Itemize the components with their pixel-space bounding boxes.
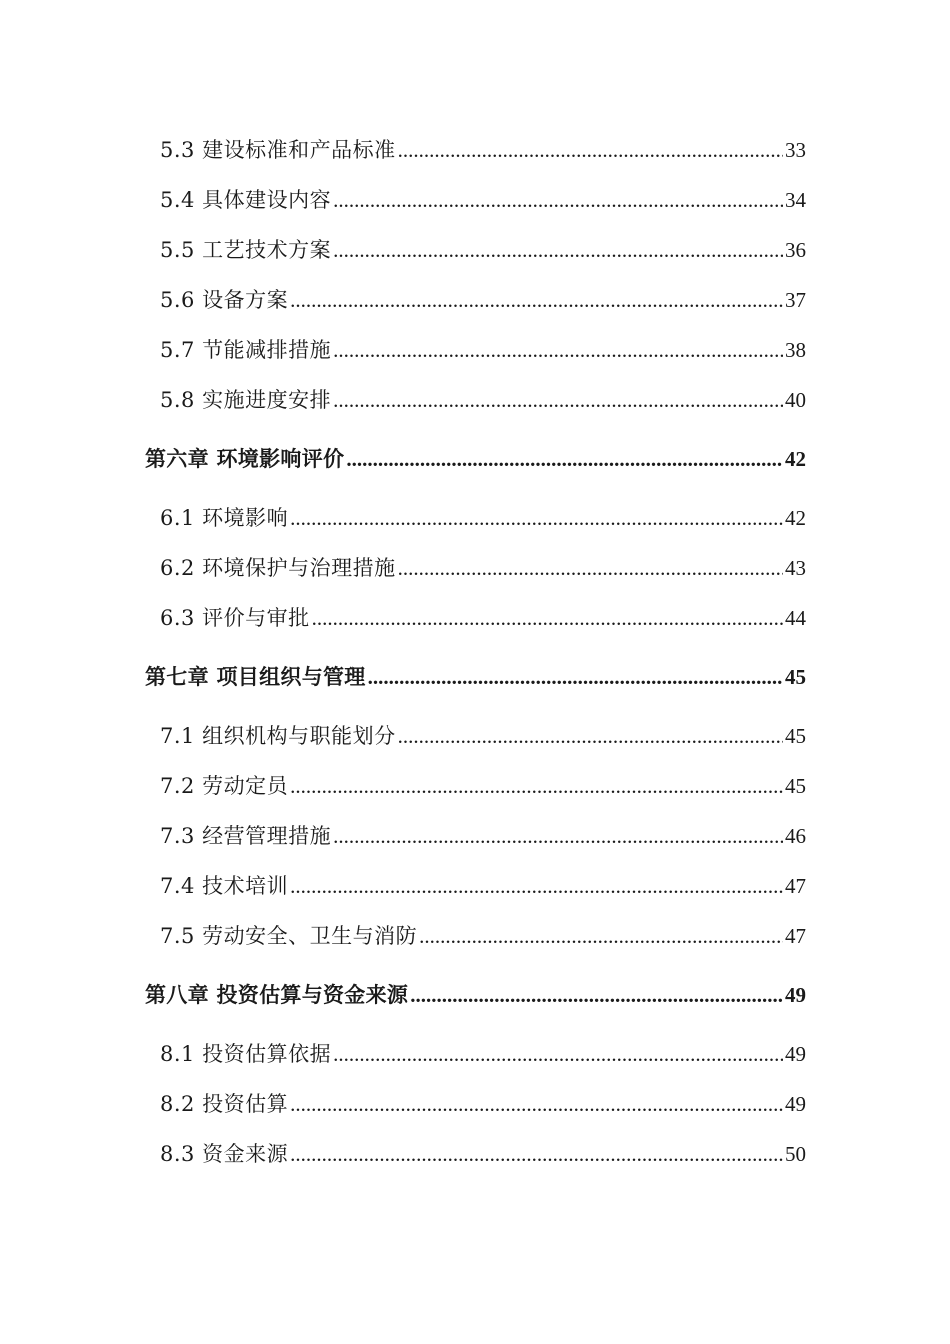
toc-entry-title: 5.8 实施进度安排 — [160, 388, 332, 412]
toc-dot-leader — [290, 284, 783, 316]
toc-page-number: 47 — [785, 924, 806, 948]
toc-entry-title: 5.6 设备方案 — [160, 288, 289, 312]
toc-entry-5-4[interactable] — [160, 184, 806, 216]
toc-entry-7-2[interactable] — [160, 770, 806, 802]
toc-entry-title: 6.2 环境保护与治理措施 — [160, 556, 396, 580]
toc-page-number: 44 — [785, 606, 806, 630]
toc-dot-leader — [333, 234, 783, 266]
toc-page-number: 40 — [785, 388, 806, 412]
toc-entry-5-8[interactable] — [160, 384, 806, 416]
toc-page-number: 45 — [785, 665, 806, 689]
toc-dot-leader — [312, 602, 783, 634]
toc-entry-title: 8.2 投资估算 — [160, 1092, 289, 1116]
toc-entry-title: 8.1 投资估算依据 — [160, 1042, 332, 1066]
toc-page-number: 42 — [785, 447, 806, 471]
toc-dot-leader — [333, 820, 783, 852]
toc-entry-5-7[interactable] — [160, 334, 806, 366]
toc-page-number: 47 — [785, 874, 806, 898]
toc-entry-title: 6.1 环境影响 — [160, 506, 289, 530]
toc-dot-leader — [346, 443, 783, 475]
toc-entry-6-3[interactable] — [160, 602, 806, 634]
toc-dot-leader — [333, 384, 783, 416]
toc-chapter-6[interactable] — [145, 443, 806, 475]
toc-page-number: 36 — [785, 238, 806, 262]
toc-dot-leader — [333, 184, 783, 216]
toc-dot-leader — [398, 552, 783, 584]
toc-page-number: 46 — [785, 824, 806, 848]
toc-chapter-8[interactable] — [145, 979, 806, 1011]
toc-page-number: 38 — [785, 338, 806, 362]
toc-page-number: 45 — [785, 724, 806, 748]
toc-entry-7-4[interactable] — [160, 870, 806, 902]
toc-chapter-title: 第八章 投资估算与资金来源 — [145, 982, 409, 1007]
toc-page-number: 45 — [785, 774, 806, 798]
toc-entry-title: 7.3 经营管理措施 — [160, 824, 332, 848]
toc-dot-leader — [333, 334, 783, 366]
toc-dot-leader — [290, 770, 783, 802]
toc-dot-leader — [398, 720, 783, 752]
toc-page-number: 34 — [785, 188, 806, 212]
toc-entry-8-1[interactable] — [160, 1038, 806, 1070]
toc-dot-leader — [290, 870, 783, 902]
toc-entry-title: 7.4 技术培训 — [160, 874, 289, 898]
toc-entry-5-3[interactable] — [160, 134, 806, 166]
toc-chapter-7[interactable] — [145, 661, 806, 693]
toc-entry-6-1[interactable] — [160, 502, 806, 534]
toc-page-number: 33 — [785, 138, 806, 162]
toc-entry-title: 7.2 劳动定员 — [160, 774, 289, 798]
toc-entry-title: 5.4 具体建设内容 — [160, 188, 332, 212]
toc-page-number: 43 — [785, 556, 806, 580]
toc-page-number: 42 — [785, 506, 806, 530]
toc-entry-title: 5.5 工艺技术方案 — [160, 238, 332, 262]
toc-dot-leader — [290, 1088, 783, 1120]
toc-entry-7-5[interactable] — [160, 920, 806, 952]
toc-entry-5-5[interactable] — [160, 234, 806, 266]
toc-chapter-title: 第七章 项目组织与管理 — [145, 664, 366, 689]
toc-entry-8-2[interactable] — [160, 1088, 806, 1120]
toc-entry-title: 7.5 劳动安全、卫生与消防 — [160, 924, 418, 948]
toc-page-number: 49 — [785, 1042, 806, 1066]
toc-entry-7-1[interactable] — [160, 720, 806, 752]
toc-dot-leader — [368, 661, 783, 693]
toc-entry-title: 7.1 组织机构与职能划分 — [160, 724, 396, 748]
toc-entry-title: 8.3 资金来源 — [160, 1142, 289, 1166]
toc-dot-leader — [410, 979, 783, 1011]
toc-entry-title: 5.7 节能减排措施 — [160, 338, 332, 362]
toc-entry-title: 6.3 评价与审批 — [160, 606, 310, 630]
toc-entry-6-2[interactable] — [160, 552, 806, 584]
toc-entry-8-3[interactable] — [160, 1138, 806, 1170]
toc-chapter-title: 第六章 环境影响评价 — [145, 446, 345, 471]
toc-dot-leader — [290, 502, 783, 534]
toc-dot-leader — [398, 134, 783, 166]
toc-entry-5-6[interactable] — [160, 284, 806, 316]
toc-entry-7-3[interactable] — [160, 820, 806, 852]
toc-page-number: 37 — [785, 288, 806, 312]
toc-entry-title: 5.3 建设标准和产品标准 — [160, 138, 396, 162]
toc-dot-leader — [290, 1138, 783, 1170]
toc-dot-leader — [419, 920, 783, 952]
toc-dot-leader — [333, 1038, 783, 1070]
toc-page-number: 49 — [785, 983, 806, 1007]
toc-page-number: 49 — [785, 1092, 806, 1116]
toc-page-number: 50 — [785, 1142, 806, 1166]
